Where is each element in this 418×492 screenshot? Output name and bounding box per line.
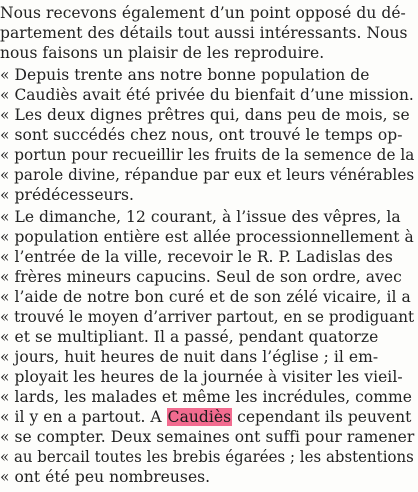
text-line-21-start: « il y en a partout. A [0,408,167,426]
text-line-13: « l’entrée de la ville, recevoir le R. P. Ladislas des [0,248,393,266]
text-line-1: Nous recevons également d’un point opposé du dé- [0,4,406,22]
text-line-15: « l’aide de notre bon curé et de son zélé vicaire, il a [0,288,411,306]
text-line-3: nous faisons un plaisir de les reproduire. [0,44,325,62]
text-line-14: « frères mineurs capucins. Seul de son ordre, avec [0,268,402,286]
text-line-20: « lards, les malades et même les incrédules, comme [0,388,413,406]
text-line-17: « et se multipliant. Il a passé, pendant quatorze [0,328,379,346]
text-line-9: « parole divine, répandue par eux et leurs vénérables [0,166,415,184]
text-line-18: « jours, huit heures de nuit dans l’église ; il em- [0,348,379,366]
text-line-11: « Le dimanche, 12 courant, à l’issue des vêpres, la [0,208,401,226]
text-line-2: partement des détails tout aussi intéressants. Nous [0,24,408,42]
text-line-4: « Depuis trente ans notre bonne population de [0,66,370,84]
text-line-12: « population entière est allée processionnellement à [0,228,414,246]
text-line-8: « portun pour recueillir les fruits de la semence de la [0,146,415,164]
text-line-6: « Les deux dignes prêtres qui, dans peu de mois, se [0,106,410,124]
text-line-19: « ployait les heures de la journée à visiter les vieil- [0,368,403,386]
text-line-21 [0,406,411,428]
text-line-23: « au bercail toutes les brebis égarées ; les abstentions [0,448,414,466]
text-line-16: « trouvé le moyen d’arriver partout, en se prodiguant [0,308,415,326]
text-line-5: « Caudiès avait été privée du bienfait d’une mission. [0,86,414,104]
highlighted-search-term: Caudiès [167,408,232,426]
text-line-10: « prédécesseurs. [0,186,135,204]
text-line-21-end: cependant ils peuvent [232,408,412,426]
text-line-24: « ont été peu nombreuses. [0,468,211,486]
text-line-22: « se compter. Deux semaines ont suffi pour ramener [0,428,415,446]
text-line-7: « sont succédés chez nous, ont trouvé le temps op- [0,126,403,144]
